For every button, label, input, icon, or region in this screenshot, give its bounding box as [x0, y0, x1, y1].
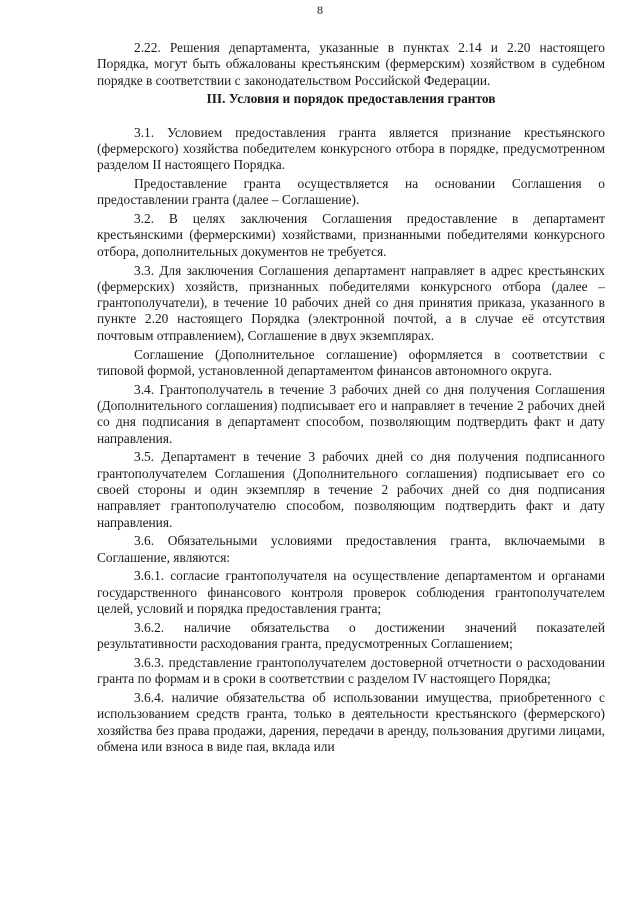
paragraph-3-6-3: 3.6.3. представление грантополучателем достоверной отчетности о расходовании гранта по формам и в сроки в соответствии с разделом IV настоящего Порядка;	[97, 654, 605, 687]
section-title: III. Условия и порядок предоставления грантов	[206, 91, 496, 107]
paragraph-3-5: 3.5. Департамент в течение 3 рабочих дней со дня получения подписанного грантополучателем Соглашения (Дополнительного соглашения) подписывает его со своей стороны и один экземпляр в течение 2 рабочих дней со дня подписания направляет грантополучателю способом, позволяющим подтвердить факт и дату направления.	[97, 449, 605, 530]
paragraph-3-3: 3.3. Для заключения Соглашения департамент направляет в адрес крестьянских (фермерских) хозяйств, признанных победителями конкурсного отбора (далее – грантополучатели), в течение 10 рабочих дней со дня принятия приказа, указанного в пункте 2.20 настоящего Порядка (электронной почтой, а в случае её отсутствия почтовым отправлением), Соглашение в двух экземплярах.	[97, 262, 605, 343]
document-body	[97, 40, 605, 758]
paragraph-grant-basis: Предоставление гранта осуществляется на основании Соглашения о предоставлении гранта (далее – Соглашение).	[97, 176, 605, 208]
page-number: 8	[317, 3, 323, 17]
paragraph-3-6: 3.6. Обязательными условиями предоставления гранта, включаемыми в Соглашение, являются:	[97, 533, 605, 565]
paragraph-agreement-form: Соглашение (Дополнительное соглашение) оформляется в соответствии с типовой формой, установленной департаментом финансов автономного округа.	[97, 346, 605, 378]
paragraph-3-6-2: 3.6.2. наличие обязательства о достижении значений показателей результативности расходования гранта, предусмотренных Соглашением;	[97, 619, 605, 652]
paragraph-3-2: 3.2. В целях заключения Соглашения предоставление в департамент крестьянскими (фермерскими) хозяйствами, признанными победителями конкурсного отбора, дополнительных документов не требуется.	[97, 211, 605, 259]
paragraph-3-4: 3.4. Грантополучатель в течение 3 рабочих дней со дня получения Соглашения (Дополнительного соглашения) подписывает его и направляет в течение 2 рабочих дней со дня подписания в департамент способом, позволяющим подтвердить факт и дату направления.	[97, 381, 605, 446]
paragraph-3-6-4: 3.6.4. наличие обязательства об использовании имущества, приобретенного с использованием средств гранта, только в деятельности крестьянского (фермерского) хозяйства без права продажи, дарения, передачи в аренду, пользования другими лицами, обмена или взноса в виде пая, вклада или	[97, 689, 605, 754]
paragraph-3-6-1: 3.6.1. согласие грантополучателя на осуществление департаментом и органами государственного финансового контроля проверок соблюдения грантополучателем целей, условий и порядка предоставления гранта;	[97, 568, 605, 616]
paragraph-3-1: 3.1. Условием предоставления гранта является признание крестьянского (фермерского) хозяйства победителем конкурсного отбора в порядке, предусмотренном разделом II настоящего Порядка.	[97, 124, 605, 173]
paragraph-2-22: 2.22. Решения департамента, указанные в пунктах 2.14 и 2.20 настоящего Порядка, могут быть обжалованы крестьянским (фермерским) хозяйством в судебном порядке в соответствии с законодательством Российской Федерации.	[97, 40, 605, 88]
